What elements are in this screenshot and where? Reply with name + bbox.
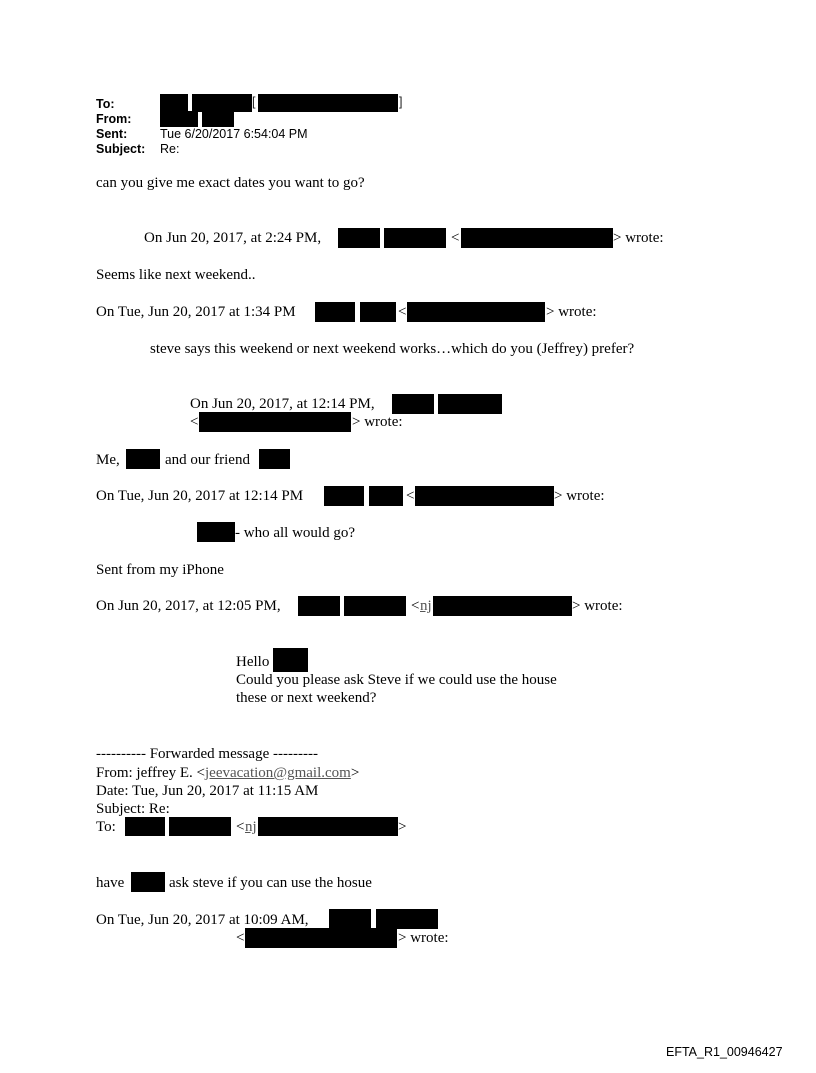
- to-label: To:: [96, 97, 115, 111]
- message-text: Sent from my iPhone: [96, 562, 224, 578]
- redaction-box: [329, 909, 371, 929]
- quote-header: On Jun 20, 2017, at 12:05 PM,: [96, 598, 281, 614]
- redaction-box: [369, 486, 403, 506]
- redaction-box: [192, 94, 252, 112]
- forwarded-to-email-fragment[interactable]: nj: [245, 819, 257, 835]
- redaction-box: [415, 486, 554, 506]
- subject-value: Re:: [160, 142, 180, 156]
- redaction-box: [315, 302, 355, 322]
- redaction-box: [202, 111, 234, 127]
- redaction-box: [376, 909, 438, 929]
- subject-label: Subject:: [96, 142, 146, 156]
- forwarded-divider: ---------- Forwarded message ---------: [96, 746, 318, 762]
- redaction-box: [433, 596, 572, 616]
- forwarded-from: [96, 764, 359, 782]
- quote-wrote: > wrote:: [613, 230, 664, 246]
- quote-wrote: > wrote:: [398, 930, 449, 946]
- message-text: ask steve if you can use the hosue: [169, 875, 372, 891]
- quote-header: On Tue, Jun 20, 2017 at 10:09 AM,: [96, 912, 309, 928]
- forwarded-subject: Subject: Re:: [96, 801, 170, 817]
- redaction-box: [407, 302, 545, 322]
- redaction-box: [438, 394, 502, 414]
- message-text: Me,: [96, 452, 120, 468]
- quote-lt: <: [236, 930, 245, 946]
- quote-lt: <: [406, 488, 415, 504]
- message-text: can you give me exact dates you want to go?: [96, 175, 365, 191]
- redaction-box: [273, 648, 308, 672]
- quote-header: On Tue, Jun 20, 2017 at 12:14 PM: [96, 488, 304, 504]
- redaction-box: [126, 449, 160, 469]
- redaction-box: [384, 228, 446, 248]
- redaction-box: [131, 872, 165, 892]
- forwarded-from-close: >: [350, 765, 360, 781]
- message-text: steve says this weekend or next weekend works…which do you (Jeffrey) prefer?: [150, 341, 635, 357]
- quote-wrote: > wrote:: [572, 598, 623, 614]
- document-id: EFTA_R1_00946427: [666, 1045, 783, 1059]
- message-text: Seems like next weekend..: [96, 267, 256, 283]
- redaction-box: [392, 394, 434, 414]
- forwarded-date: Date: Tue, Jun 20, 2017 at 11:15 AM: [96, 783, 319, 799]
- message-text: these or next weekend?: [236, 690, 377, 706]
- quote-lt: <: [411, 598, 420, 614]
- redaction-box: [259, 449, 290, 469]
- quote-wrote: > wrote:: [546, 304, 597, 320]
- message-text: have: [96, 875, 125, 891]
- redaction-box: [199, 412, 351, 432]
- forwarded-to-lt: <: [236, 819, 245, 835]
- message-text: Hello: [236, 654, 270, 670]
- message-text: - who all would go?: [235, 525, 355, 541]
- quote-email-fragment[interactable]: nj: [420, 598, 432, 614]
- quote-header: On Jun 20, 2017, at 12:14 PM,: [190, 396, 375, 412]
- redaction-box: [258, 94, 398, 112]
- redaction-box: [197, 522, 235, 542]
- bracket-open: [: [252, 95, 256, 109]
- forwarded-to-close: >: [398, 819, 407, 835]
- redaction-box: [461, 228, 613, 248]
- quote-header: On Tue, Jun 20, 2017 at 1:34 PM: [96, 304, 296, 320]
- quote-wrote: > wrote:: [352, 414, 403, 430]
- redaction-box: [245, 928, 397, 948]
- quote-lt: <: [451, 230, 460, 246]
- redaction-box: [324, 486, 364, 506]
- redaction-box: [160, 111, 198, 127]
- redaction-box: [125, 817, 165, 836]
- quote-header: On Jun 20, 2017, at 2:24 PM,: [144, 230, 322, 246]
- redaction-box: [338, 228, 380, 248]
- quote-wrote: > wrote:: [554, 488, 605, 504]
- redaction-box: [169, 817, 231, 836]
- forwarded-from-label: From: jeffrey E. <: [96, 765, 205, 781]
- message-text: Could you please ask Steve if we could use the house: [236, 672, 557, 688]
- quote-lt: <: [398, 304, 407, 320]
- quote-lt: <: [190, 414, 199, 430]
- email-link[interactable]: jeevacation@gmail.com: [205, 765, 351, 781]
- redaction-box: [298, 596, 340, 616]
- forwarded-to-label: To:: [96, 819, 116, 835]
- sent-value: Tue 6/20/2017 6:54:04 PM: [160, 127, 308, 141]
- redaction-box: [344, 596, 406, 616]
- message-text: and our friend: [165, 452, 250, 468]
- redaction-box: [258, 817, 398, 836]
- bracket-close: ]: [399, 95, 403, 109]
- redaction-box: [160, 94, 188, 112]
- redaction-box: [360, 302, 396, 322]
- from-label: From:: [96, 112, 132, 126]
- sent-label: Sent:: [96, 127, 128, 141]
